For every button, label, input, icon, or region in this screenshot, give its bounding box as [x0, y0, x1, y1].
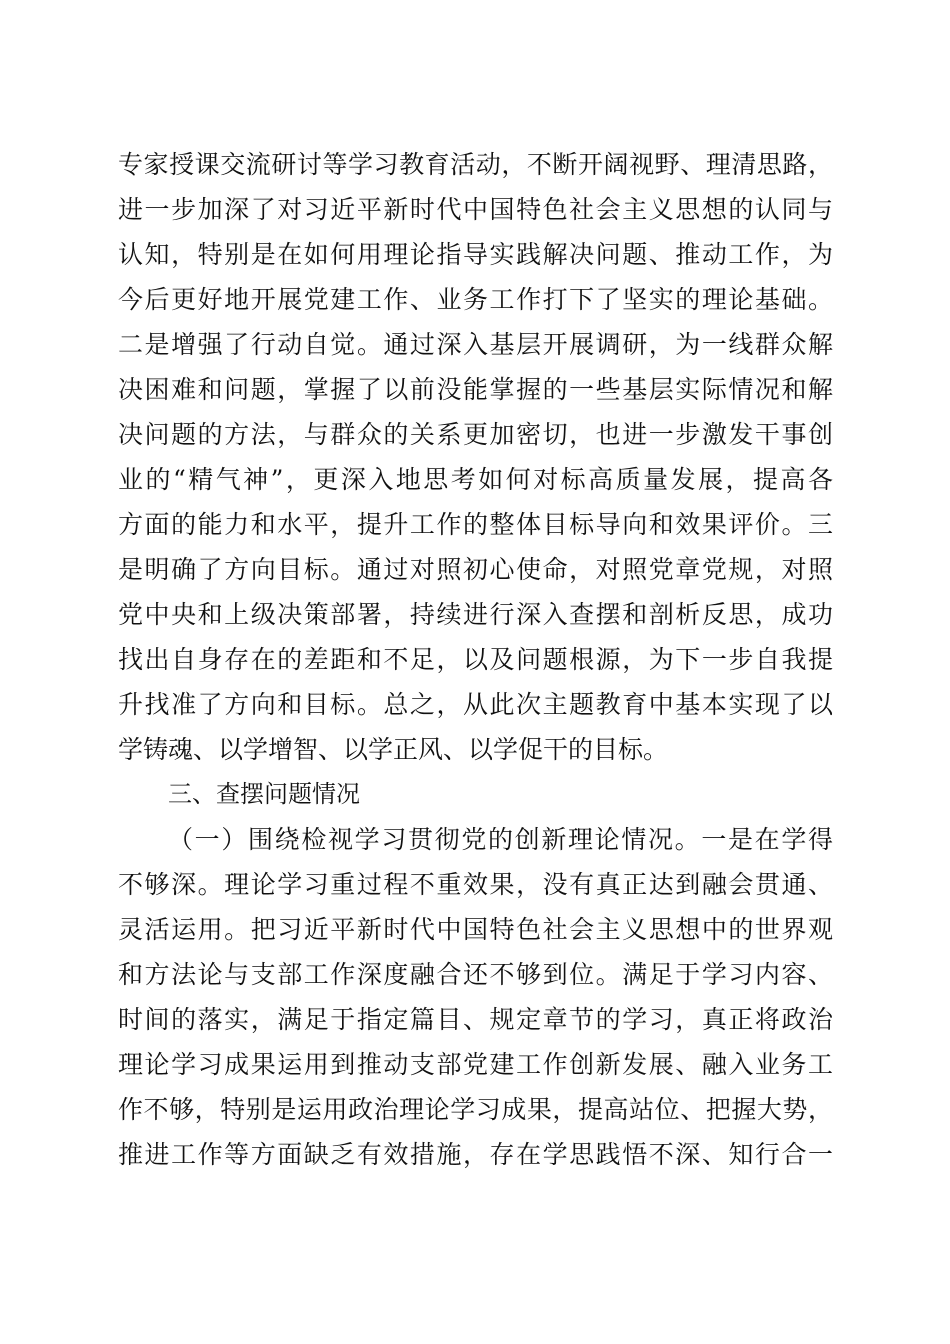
text-line: 不够深。理论学习重过程不重效果，没有真正达到融会贯通、	[118, 870, 833, 899]
text-line: 党中央和上级决策部署，持续进行深入查摆和剖析反思，成功	[118, 600, 833, 629]
text-line: 找出自身存在的差距和不足，以及问题根源，为下一步自我提	[118, 645, 833, 674]
text-line: 和方法论与支部工作深度融合还不够到位。满足于学习内容、	[118, 960, 833, 989]
section-heading: 三、查摆问题情况	[168, 780, 360, 808]
text-line: 时间的落实，满足于指定篇目、规定章节的学习，真正将政治	[118, 1005, 833, 1034]
text-line: 升找准了方向和目标。总之，从此次主题教育中基本实现了以	[118, 690, 833, 719]
text-line: 推进工作等方面缺乏有效措施，存在学思践悟不深、知行合一	[118, 1140, 833, 1169]
text-line: 作不够，特别是运用政治理论学习成果，提高站位、把握大势，	[118, 1095, 833, 1124]
text-line: 灵活运用。把习近平新时代中国特色社会主义思想中的世界观	[118, 915, 833, 944]
text-line: 方面的能力和水平，提升工作的整体目标导向和效果评价。三	[118, 510, 833, 539]
text-line: 今后更好地开展党建工作、业务工作打下了坚实的理论基础。	[118, 285, 833, 314]
text-line: 决困难和问题，掌握了以前没能掌握的一些基层实际情况和解	[118, 375, 833, 404]
paragraph-achievements	[118, 142, 833, 772]
paragraph-problems	[118, 817, 833, 1177]
text-line: 理论学习成果运用到推动支部党建工作创新发展、融入业务工	[118, 1050, 833, 1079]
text-line: 业的“精气神”，更深入地思考如何对标高质量发展，提高各	[118, 465, 833, 494]
text-line: 决问题的方法，与群众的关系更加密切，也进一步激发干事创	[118, 420, 833, 449]
text-line: 学铸魂、以学增智、以学正风、以学促干的目标。	[118, 735, 669, 764]
text-line: 是明确了方向目标。通过对照初心使命，对照党章党规，对照	[118, 555, 833, 584]
text-line: 专家授课交流研讨等学习教育活动，不断开阔视野、理清思路，	[118, 150, 833, 179]
text-line: 认知，特别是在如何用理论指导实践解决问题、推动工作，为	[118, 240, 833, 269]
text-line: 二是增强了行动自觉。通过深入基层开展调研，为一线群众解	[118, 330, 833, 359]
text-line: （一）围绕检视学习贯彻党的创新理论情况。一是在学得	[168, 825, 833, 854]
document-body	[118, 142, 833, 1177]
text-line: 进一步加深了对习近平新时代中国特色社会主义思想的认同与	[118, 195, 833, 224]
